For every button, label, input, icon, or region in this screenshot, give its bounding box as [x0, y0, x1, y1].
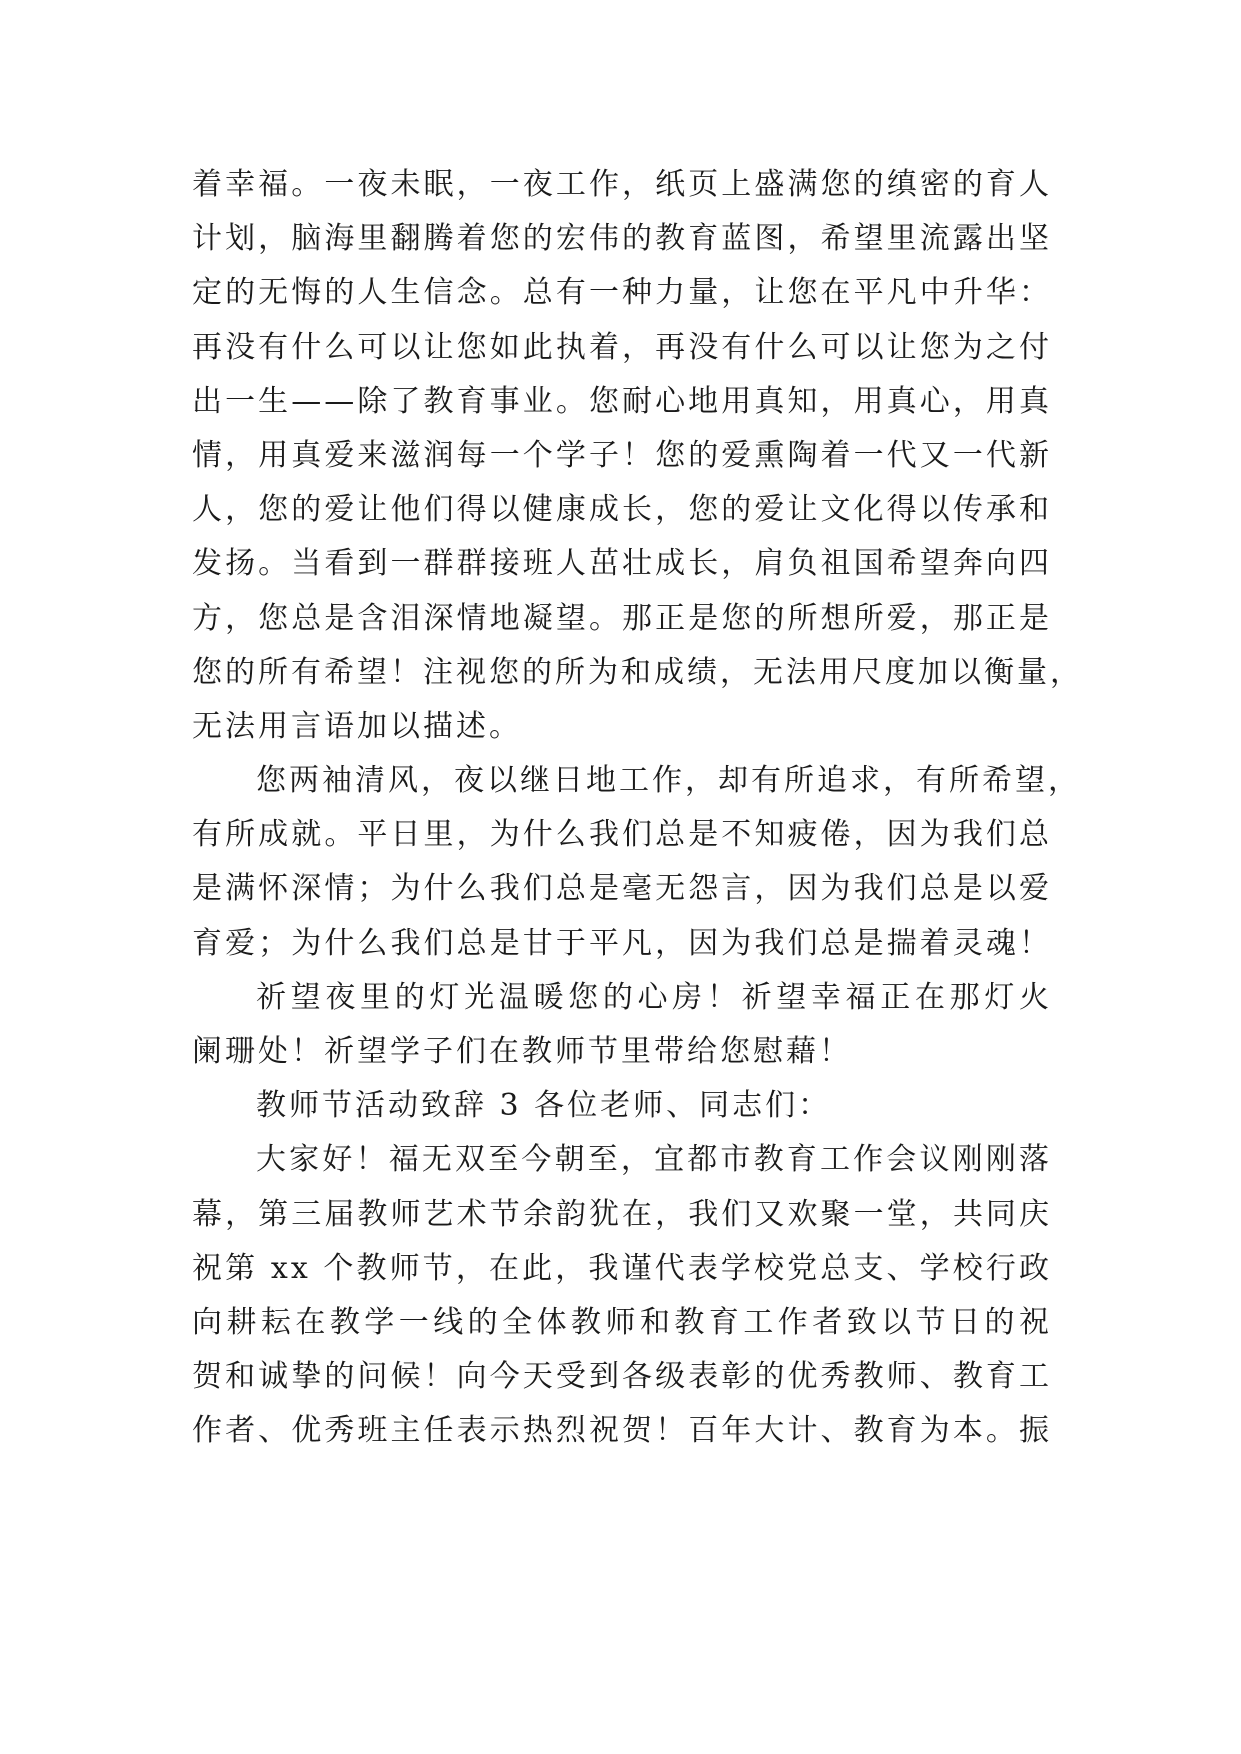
- text-line: 发扬。当看到一群群接班人茁壮成长，肩负祖国希望奔向四: [192, 546, 1052, 582]
- text-line: 幕，第三届教师艺术节余韵犹在，我们又欢聚一堂，共同庆: [192, 1196, 1052, 1232]
- text-line: 祝第 xx 个教师节，在此，我谨代表学校党总支、学校行政: [192, 1250, 1052, 1286]
- text-line: 再没有什么可以让您如此执着，再没有什么可以让您为之付: [192, 329, 1052, 365]
- paragraph-start-line: 大家好！福无双至今朝至，宜都市教育工作会议刚刚落: [256, 1142, 1052, 1178]
- text-line: 人，您的爱让他们得以健康成长，您的爱让文化得以传承和: [192, 492, 1052, 528]
- text-line: 贺和诚挚的问候！向今天受到各级表彰的优秀教师、教育工: [192, 1359, 1052, 1395]
- text-line: 有所成就。平日里，为什么我们总是不知疲倦，因为我们总: [192, 817, 1052, 853]
- text-line: 情，用真爱来滋润每一个学子！您的爱熏陶着一代又一代新: [192, 437, 1052, 473]
- document-body: [192, 158, 1083, 1459]
- section-heading-line: 教师节活动致辞 3 各位老师、同志们：: [256, 1088, 832, 1124]
- text-line: 着幸福。一夜未眠，一夜工作，纸页上盛满您的缜密的育人: [192, 167, 1052, 202]
- text-line: 定的无悔的人生信念。总有一种力量，让您在平凡中升华：: [192, 275, 1052, 311]
- text-line: 计划，脑海里翻腾着您的宏伟的教育蓝图，希望里流露出坚: [192, 221, 1052, 257]
- text-line: 育爱；为什么我们总是甘于平凡，因为我们总是揣着灵魂！: [192, 925, 1052, 961]
- paragraph-start-line: 您两袖清风，夜以继日地工作，却有所追求，有所希望，: [256, 763, 1081, 799]
- text-line: 向耕耘在教学一线的全体教师和教育工作者致以节日的祝: [192, 1304, 1052, 1340]
- text-line: 无法用言语加以描述。: [192, 708, 522, 744]
- text-line: 是满怀深情；为什么我们总是毫无怨言，因为我们总是以爱: [192, 871, 1052, 907]
- text-line: 阑珊处！祈望学子们在教师节里带给您慰藉！: [192, 1034, 852, 1069]
- text-line: 方，您总是含泪深情地凝望。那正是您的所想所爱，那正是: [192, 600, 1052, 636]
- text-line: 作者、优秀班主任表示热烈祝贺！百年大计、教育为本。振: [192, 1413, 1052, 1449]
- text-line: 出一生——除了教育事业。您耐心地用真知，用真心，用真: [192, 383, 1052, 419]
- paragraph-start-line: 祈望夜里的灯光温暖您的心房！祈望幸福正在那灯火: [256, 979, 1052, 1015]
- text-line: 您的所有希望！注视您的所为和成绩，无法用尺度加以衡量，: [192, 654, 1083, 690]
